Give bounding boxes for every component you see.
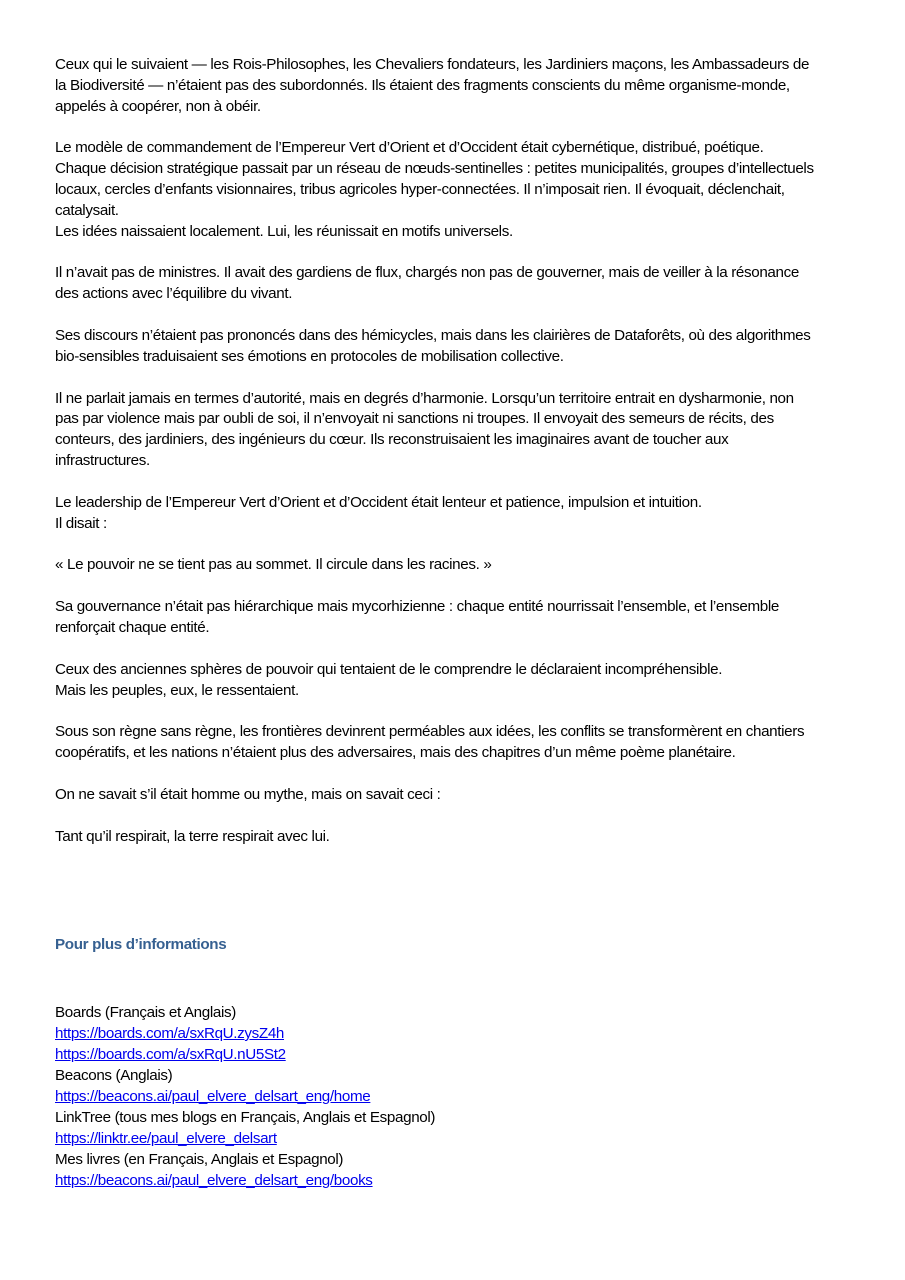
- paragraph-quote: « Le pouvoir ne se tient pas au sommet. Il circule dans les racines. »: [55, 556, 492, 574]
- beacons-link[interactable]: https://beacons.ai/paul_elvere_delsart_eng/home: [55, 1088, 371, 1105]
- paragraph-governance: Sa gouvernance n’était pas hiérarchique mais mycorhizienne : chaque entité nourrissait l’ensemble, et l’ensemble renforçait chaque entité.: [55, 598, 779, 636]
- paragraph-breath: Tant qu’il respirait, la terre respirait avec lui.: [55, 827, 330, 845]
- linktree-link[interactable]: https://linktr.ee/paul_elvere_delsart: [55, 1130, 277, 1147]
- paragraph-leadership: Le leadership de l’Empereur Vert d’Orient et d’Occident était lenteur et patience, impulsion et intuition. Il disait :: [55, 493, 702, 532]
- linktree-label: LinkTree (tous mes blogs en Français, Anglais et Espagnol): [55, 1109, 436, 1126]
- info-heading: Pour plus d’informations: [55, 936, 227, 953]
- books-link[interactable]: https://beacons.ai/paul_elvere_delsart_eng/books: [55, 1172, 373, 1189]
- paragraph-harmony: Il ne parlait jamais en termes d’autorité, mais en degrés d’harmonie. Lorsqu’un territoire entrait en dysharmonie, non pas par violence mais par oubli de soi, il n’envoyait ni sanctions ni troupes. Il envoyait des semeurs de récits, des conteurs, des jardiniers, des ingénieurs du cœur. Ils reconstruisaient les imaginaires avant de toucher aux infrastructures.: [55, 389, 794, 469]
- boards-link-2[interactable]: https://boards.com/a/sxRqU.nU5St2: [55, 1046, 286, 1063]
- paragraph-old-spheres: Ceux des anciennes sphères de pouvoir qui tentaient de le comprendre le déclaraient incompréhensible. Mais les peuples, eux, le ressentaient.: [55, 660, 723, 699]
- paragraph-command-model: Le modèle de commandement de l’Empereur Vert d’Orient et d’Occident était cybernétique, distribué, poétique. Chaque décision stratégique passait par un réseau de nœuds-sentinelles : petites municipalités, groupes d’intellectuels locaux, cercles d’enfants visionnaires, tribus agricoles hyper-connectées. Il n’imposait rien. Il évoquait, déclenchait, catalysait. Les idées naissaient localement. Lui, les réunissait en motifs universels.: [55, 139, 814, 240]
- beacons-label: Beacons (Anglais): [55, 1067, 173, 1084]
- books-label: Mes livres (en Français, Anglais et Espagnol): [55, 1151, 344, 1168]
- boards-label: Boards (Français et Anglais): [55, 1004, 236, 1021]
- paragraph-myth: On ne savait s’il était homme ou mythe, mais on savait ceci :: [55, 785, 441, 803]
- paragraph-followers: Ceux qui le suivaient — les Rois-Philosophes, les Chevaliers fondateurs, les Jardiniers maçons, les Ambassadeurs de la Biodiversité — n’étaient pas des subordonnés. Ils étaient des fragments conscients du même organisme-monde, appelés à coopérer, non à obéir.: [55, 56, 810, 115]
- paragraph-reign: Sous son règne sans règne, les frontières devinrent perméables aux idées, les conflits se transformèrent en chantiers coopératifs, et les nations n’étaient plus des adversaires, mais des chapitres d’un même poème planétaire.: [55, 723, 805, 762]
- info-links-section: [55, 1002, 435, 1191]
- boards-link-1[interactable]: https://boards.com/a/sxRqU.zysZ4h: [55, 1025, 285, 1042]
- paragraph-ministers: Il n’avait pas de ministres. Il avait des gardiens de flux, chargés non pas de gouverner, mais de veiller à la résonance des actions avec l’équilibre du vivant.: [55, 264, 799, 303]
- paragraph-speeches: Ses discours n’étaient pas prononcés dans des hémicycles, mais dans les clairières de Dataforêts, où des algorithmes bio-sensibles traduisaient ses émotions en protocoles de mobilisation collective.: [55, 326, 811, 365]
